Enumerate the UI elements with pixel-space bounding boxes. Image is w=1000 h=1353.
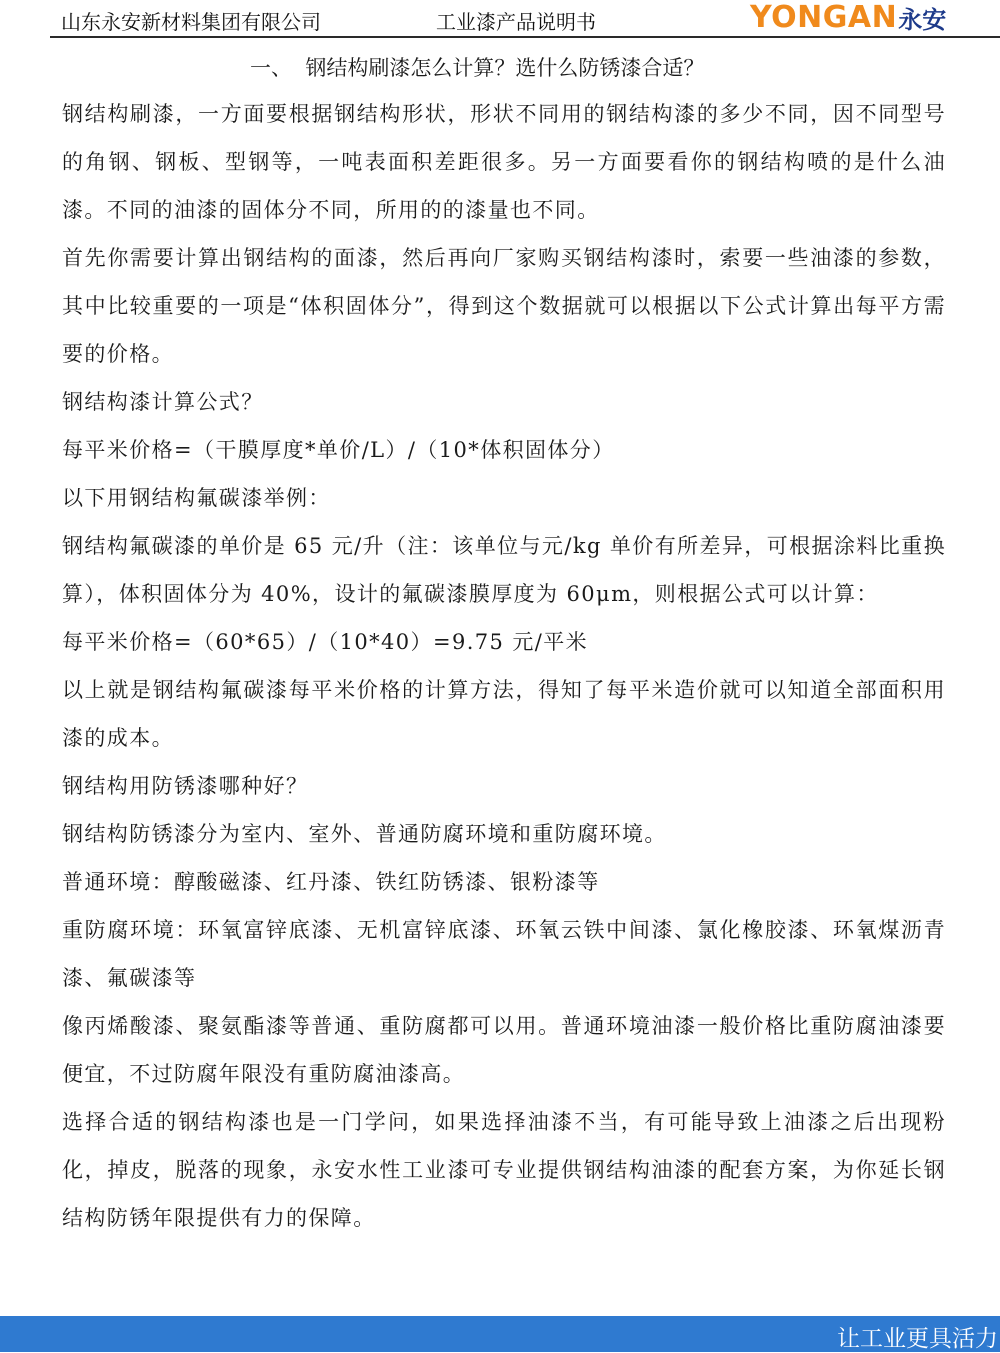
paragraph: 重防腐环境：环氧富锌底漆、无机富锌底漆、环氧云铁中间漆、氯化橡胶漆、环氧煤沥青漆、氟碳漆等 — [62, 918, 946, 990]
company-name: 山东永安新材料集团有限公司 — [61, 10, 321, 34]
document-body — [62, 90, 946, 1242]
paragraph: 钢结构氟碳漆的单价是 65 元/升（注：该单位与元/kg 单价有所差异，可根据涂料比重换算），体积固体分为 40%，设计的氟碳漆膜厚度为 60μm，则根据公式可以计算： — [62, 534, 946, 606]
logo-chinese-text: 永安 — [898, 5, 947, 34]
formula: 每平米价格=（干膜厚度*单价/L）/（10*体积固体分） — [62, 438, 615, 462]
paragraph: 钢结构刷漆，一方面要根据钢结构形状，形状不同用的钢结构漆的多少不同，因不同型号的角钢、钢板、型钢等，一吨表面积差距很多。另一方面要看你的钢结构喷的是什么油漆。不同的油漆的固体分不同，所用的的漆量也不同。 — [62, 102, 946, 222]
formula-example: 每平米价格=（60*65）/（10*40）=9.75 元/平米 — [62, 630, 589, 654]
paragraph: 普通环境：醇酸磁漆、红丹漆、铁红防锈漆、银粉漆等 — [62, 870, 600, 894]
subheading: 钢结构用防锈漆哪种好？ — [62, 774, 309, 798]
yongan-logo — [750, 0, 946, 34]
paragraph: 以上就是钢结构氟碳漆每平米价格的计算方法，得知了每平米造价就可以知道全部面积用漆的成本。 — [62, 678, 946, 750]
header-divider — [50, 36, 1000, 38]
paragraph: 钢结构防锈漆分为室内、室外、普通防腐环境和重防腐环境。 — [62, 822, 667, 846]
subheading: 钢结构漆计算公式？ — [62, 390, 264, 414]
paragraph: 选择合适的钢结构漆也是一门学问，如果选择油漆不当，有可能导致上油漆之后出现粉化，掉皮，脱落的现象，永安水性工业漆可专业提供钢结构油漆的配套方案，为你延长钢结构防锈年限提供有力的保障。 — [62, 1110, 946, 1230]
page-header — [0, 0, 1000, 38]
paragraph: 像丙烯酸漆、聚氨酯漆等普通、重防腐都可以用。普通环境油漆一般价格比重防腐油漆要便宜，不过防腐年限没有重防腐油漆高。 — [62, 1014, 946, 1086]
document-type: 工业漆产品说明书 — [436, 10, 596, 34]
footer-slogan: 让工业更具活力 — [837, 1326, 998, 1352]
paragraph: 以下用钢结构氟碳漆举例： — [62, 486, 331, 510]
logo-english-text: YONGAN — [750, 0, 898, 35]
paragraph: 首先你需要计算出钢结构的面漆，然后再向厂家购买钢结构漆时，索要一些油漆的参数，其中比较重要的一项是“体积固体分”，得到这个数据就可以根据以下公式计算出每平方需要的价格。 — [62, 246, 946, 366]
section-title: 一、 钢结构刷漆怎么计算？选什么防锈漆合适？ — [250, 56, 705, 80]
footer-bar — [0, 1316, 1000, 1352]
